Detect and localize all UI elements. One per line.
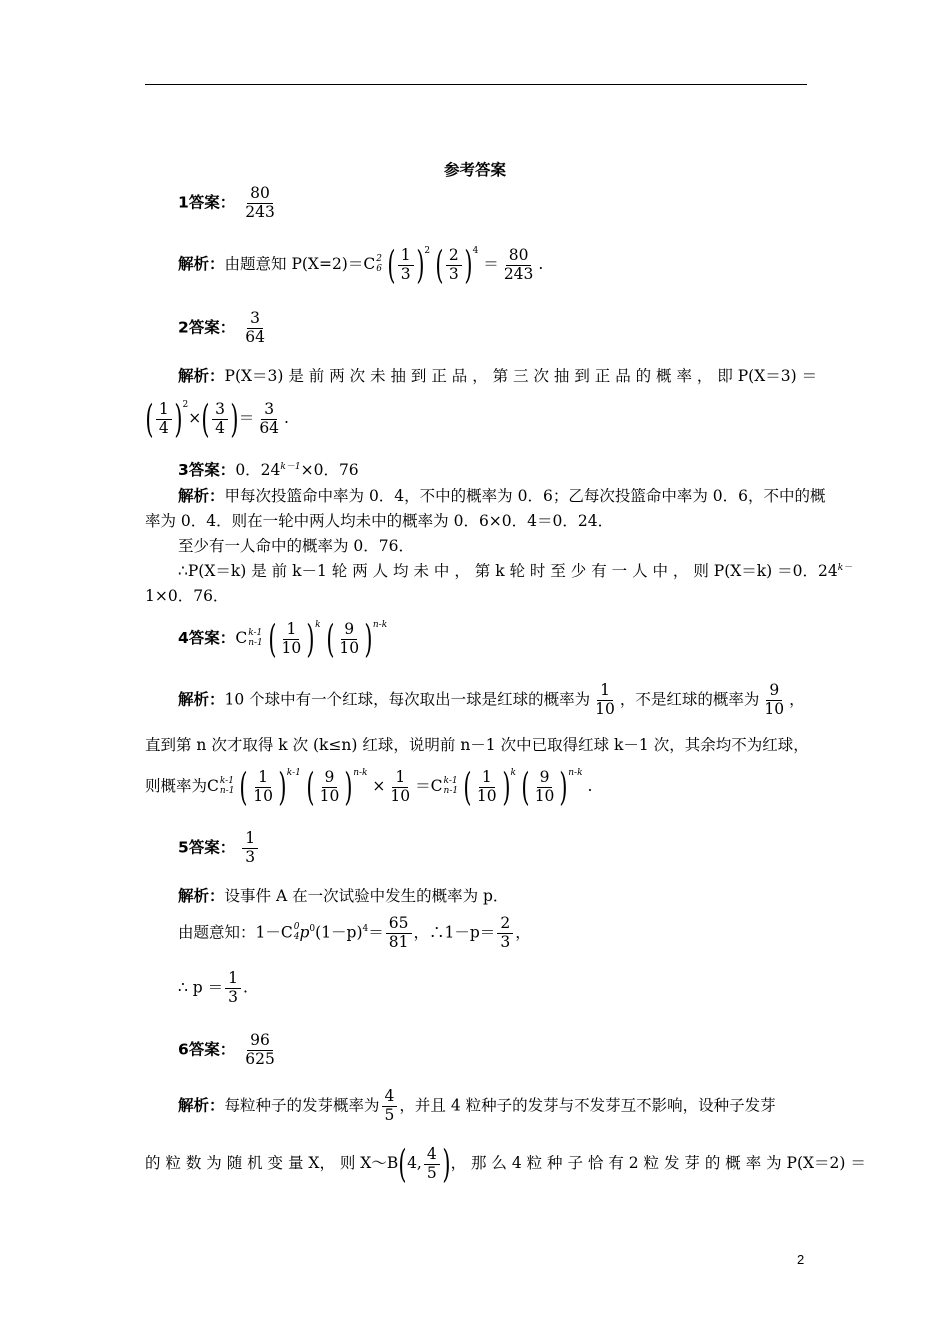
q2-answer: 2答案： $\frac{3}{64}$ <box>178 310 270 347</box>
q4-answer: 4答案：C k-1 n-1 ( $\frac{1}{10}$ )$^k$ ( $\frac{9}{10}$ )$^{n-k}$ <box>178 617 388 661</box>
q4-analysis-line3: 则概率为C k-1 n-1 ( $\frac{1}{10}$ )$^{k-1}$ ( $\frac{9}{10}$ )$^{n-k}$ × $\frac{1}{10}$ ＝C k-1 n-1 ( $\frac{1}{10}$ )$^k$ ( $\frac{9}{10}$ )$^{n-k}$ . <box>145 765 593 809</box>
q4-analysis-line1: 解析：10 个球中有一个红球，每次取出一球是红球的概率为 $\frac{1}{10}$ ，不是红球的概率为 $\frac{9}{10}$ ， <box>178 681 805 718</box>
q6-analysis-line2: 的 粒 数 为 随 机 变 量 X， 则 X～B(4, $\frac{4}{5}$ )， 那 么 4 粒 种 子 恰 有 2 粒 发 芽 的 概 率 为 P(X＝2) ＝ <box>145 1142 866 1186</box>
q2-answer-fraction: $\frac{3}{64}$ <box>245 309 265 346</box>
q2-analysis-line1: 解析：P(X＝3) 是 前 两 次 未 抽 到 正 品 ， 第 三 次 抽 到 正 品 的 概 率 ， 即 P(X＝3) ＝ <box>178 367 818 385</box>
q6-answer: 6答案： $\frac{96}{625}$ <box>178 1031 275 1068</box>
q5-answer: 5答案： $\frac{1}{3}$ <box>178 830 260 867</box>
q1-answer-fraction: $\frac{80}{243}$ <box>245 184 275 221</box>
page-title: 参考答案 <box>443 161 506 179</box>
q1-num: 1 <box>178 193 189 212</box>
q4-analysis-line2: 直到第 n 次才取得 k 次 (k≤n) 红球，说明前 n－1 次中已取得红球 k－1 次，其余均不为红球， <box>145 736 809 754</box>
q2-analysis-line2: ( $\frac{1}{4}$ )$^2$×( $\frac{3}{4}$ )＝ $\frac{3}{64}$ . <box>145 397 289 441</box>
q1-analysis: 解析：由题意知 P(X=2)＝C 2 6 ( $\frac{1}{3}$ )$^2$ ( $\frac{2}{3}$ )$^4$ ＝ $\frac{80}{243}$ . <box>178 243 544 287</box>
q5-analysis-line1: 解析：设事件 A 在一次试验中发生的概率为 p． <box>178 887 509 905</box>
q5-analysis-line2: 由题意知：1－C 0 4 $p^0(1-p)^4=$ $\frac{65}{81}$ ，∴1－p＝ $\frac{2}{3}$ ， <box>178 914 531 951</box>
q3-answer: 3答案：0．$24^{k-1}\times 0$．76 <box>178 461 359 479</box>
q3-analysis-line2: 率为 0．4．则在一轮中两人均未中的概率为 0．6×0．4＝0．24． <box>145 512 614 530</box>
q5-analysis-line3: ∴ p ＝ $\frac{1}{3}$ . <box>178 969 248 1006</box>
q3-analysis-line5: 1×0．76． <box>145 587 229 605</box>
q3-analysis-line1: 解析：甲每次投篮命中率为 0．4，不中的概率为 0．6；乙每次投篮命中率为 0．6，不中的概 <box>178 487 826 505</box>
q3-analysis-line4: ∴P(X＝k) 是 前 k－1 轮 两 人 均 未 中 ， 第 k 轮 时 至 少 有 一 人 中 ， 则 P(X＝k) ＝0．$24^{k-}$ <box>178 562 853 580</box>
q3-analysis-line3: 至少有一人命中的概率为 0．76． <box>178 537 415 555</box>
page-number: 2 <box>797 1252 805 1267</box>
q1-answer <box>178 185 280 222</box>
answer-label: 答案： <box>188 193 236 212</box>
q6-analysis-line1: 解析：每粒种子的发芽概率为 $\frac{4}{5}$ ，并且 4 粒种子的发芽与不发芽互不影响，设种子发芽 <box>178 1087 776 1124</box>
header-rule <box>145 84 807 85</box>
